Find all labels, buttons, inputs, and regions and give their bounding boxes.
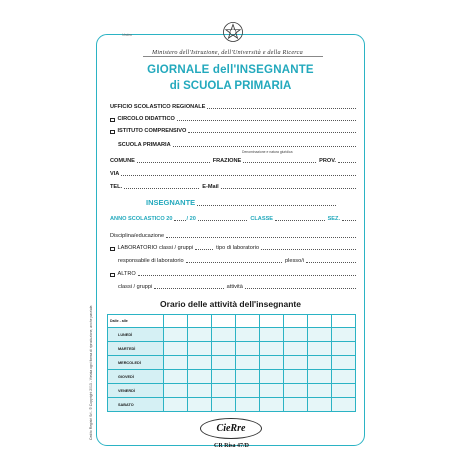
responsabile-label: responsabile di laboratorio [118,258,184,264]
laboratorio-line[interactable] [195,249,213,250]
title-line-2: di SCUOLA PRIMARIA [169,80,292,92]
ufficio-label: UFFICIO SCOLASTICO REGIONALE [110,104,206,110]
field-classi-gruppi [118,284,356,290]
scuola-line[interactable] [173,146,356,147]
product-code: CR Risa 47/D [214,443,250,449]
schedule-cell[interactable] [308,370,332,384]
prov-label: PROV. [319,158,336,164]
title-line-1: GIORNALE dell'INSEGNANTE [147,64,314,76]
sez-line[interactable] [342,220,356,221]
schedule-cell[interactable] [332,342,356,356]
anno-sep: / 20 [186,216,196,222]
schedule-title: Orario delle attività dell'insegnante [160,299,301,309]
schedule-cell[interactable] [236,356,260,370]
schedule-cell[interactable] [164,342,188,356]
via-line[interactable] [121,175,356,176]
field-insegnante [146,198,336,207]
schedule-row [108,384,356,398]
schedule-cell[interactable] [260,356,284,370]
laboratorio-checkbox[interactable] [110,247,115,252]
anno-line-1[interactable] [174,220,186,221]
email-line[interactable] [221,188,356,189]
schedule-cell[interactable] [332,398,356,412]
schedule-header-label: Dalle - alle [108,315,164,328]
schedule-header-row [108,315,356,328]
classi-gruppi-line[interactable] [154,288,223,289]
schedule-cell[interactable] [260,328,284,342]
schedule-cell[interactable] [212,328,236,342]
schedule-cell[interactable] [212,398,236,412]
classe-label: CLASSE [250,216,274,222]
schedule-cell[interactable] [308,328,332,342]
altro-checkbox[interactable] [110,273,115,278]
field-via [110,171,356,177]
schedule-cell[interactable] [188,384,212,398]
circolo-checkbox[interactable] [110,118,115,123]
schedule-day-label: MARTEDÌ [108,342,164,356]
tipo-lab-label: tipo di laboratorio [216,245,260,251]
schedule-hour-cell[interactable] [236,315,260,328]
schedule-day-label: SABATO [108,398,164,412]
denominazione-note: Denominazione e natura giuridica [242,150,293,154]
schedule-hour-cell[interactable] [260,315,284,328]
anno-line-2[interactable] [198,220,248,221]
field-circolo [110,116,356,122]
schedule-cell[interactable] [284,342,308,356]
plessoi-line[interactable] [306,262,356,263]
field-altro [110,271,356,277]
via-label: VIA [110,171,120,177]
schedule-hour-cell[interactable] [308,315,332,328]
schedule-row [108,398,356,412]
schedule-cell[interactable] [260,384,284,398]
istituto-label: ISTITUTO COMPRENSIVO [117,128,187,134]
attivita-label: attività [226,284,243,290]
schedule-cell[interactable] [236,398,260,412]
schedule-row [108,328,356,342]
schedule-cell[interactable] [284,356,308,370]
attivita-line[interactable] [245,288,356,289]
schedule-hour-cell[interactable] [284,315,308,328]
schedule-cell[interactable] [212,384,236,398]
schedule-cell[interactable] [212,370,236,384]
logo-text: CieRre [216,423,246,434]
ministry-name: Ministero dell'Istruzione, dell'Università e della Ricerca [152,49,303,56]
field-responsabile [118,258,356,264]
field-ufficio [110,104,356,110]
schedule-hour-cell[interactable] [188,315,212,328]
email-label: E-Mail [202,184,219,190]
schedule-hour-cell[interactable] [332,315,356,328]
schedule-cell[interactable] [212,342,236,356]
italian-emblem-icon [222,21,244,43]
field-istituto [110,128,356,134]
schedule-day-label: GIOVEDÌ [108,370,164,384]
field-laboratorio [110,245,356,251]
schedule-cell[interactable] [260,342,284,356]
schedule-row [108,342,356,356]
top-mark: Vedeo [122,33,132,37]
schedule-table [107,314,356,412]
schedule-row [108,370,356,384]
schedule-cell[interactable] [236,370,260,384]
schedule-cell[interactable] [284,328,308,342]
schedule-row [108,356,356,370]
schedule-cell[interactable] [308,342,332,356]
laboratorio-label: LABORATORIO classi / gruppi [117,245,194,251]
schedule-day-label: MERCOLEDÌ [108,356,164,370]
comune-line[interactable] [137,162,210,163]
schedule-cell[interactable] [212,356,236,370]
altro-line[interactable] [138,275,356,276]
schedule-cell[interactable] [164,328,188,342]
classe-line[interactable] [275,220,325,221]
tel-label: TEL. [110,184,123,190]
schedule-cell[interactable] [188,398,212,412]
schedule-cell[interactable] [308,384,332,398]
copyright-side-text: Cedito Registri Srl - © Copyright 2013 - Vietata ogni forma di riproduzione, anche parziale. [89,304,93,440]
schedule-hour-cell[interactable] [164,315,188,328]
schedule-cell[interactable] [188,328,212,342]
plessoi-label: plesso/i [285,258,304,264]
istituto-checkbox[interactable] [110,130,115,135]
circolo-line[interactable] [177,120,356,121]
comune-label: COMUNE [110,158,135,164]
schedule-cell[interactable] [308,398,332,412]
schedule-cell[interactable] [188,356,212,370]
schedule-cell[interactable] [284,398,308,412]
schedule-cell[interactable] [332,370,356,384]
scuola-label: SCUOLA PRIMARIA [118,142,171,148]
schedule-hour-cell[interactable] [212,315,236,328]
altro-label: ALTRO [117,271,136,277]
schedule-cell[interactable] [332,356,356,370]
tipo-lab-line[interactable] [261,249,356,250]
schedule-cell[interactable] [308,356,332,370]
schedule-cell[interactable] [236,328,260,342]
schedule-cell[interactable] [188,370,212,384]
field-comune-row [110,158,356,164]
insegnante-label: INSEGNANTE [146,198,196,207]
schedule-cell[interactable] [332,328,356,342]
schedule-cell[interactable] [236,384,260,398]
schedule-cell[interactable] [332,384,356,398]
field-scuola [110,142,356,148]
schedule-cell[interactable] [164,370,188,384]
disciplina-label: Disciplina/educazione [110,233,165,239]
istituto-line[interactable] [188,132,356,133]
tel-line[interactable] [124,188,199,189]
field-anno-row [110,216,356,222]
insegnante-line[interactable] [197,205,336,206]
disciplina-line[interactable] [166,237,356,238]
responsabile-line[interactable] [186,262,282,263]
sez-label: SEZ. [327,216,340,222]
schedule-cell[interactable] [164,398,188,412]
frazione-label: FRAZIONE [212,158,242,164]
field-disciplina [110,233,356,239]
classi-gruppi-label: classi / gruppi [118,284,153,290]
schedule-cell[interactable] [284,370,308,384]
field-tel-row [110,184,356,190]
anno-label: ANNO SCOLASTICO 20 [110,216,173,222]
schedule-cell[interactable] [236,342,260,356]
ministry-rule [143,56,323,57]
schedule-day-label: LUNEDÌ [108,328,164,342]
schedule-cell[interactable] [284,384,308,398]
prov-line[interactable] [338,162,356,163]
schedule-cell[interactable] [188,342,212,356]
circolo-label: CIRCOLO DIDATTICO [117,116,175,122]
schedule-cell[interactable] [260,370,284,384]
schedule-cell[interactable] [164,384,188,398]
schedule-day-label: VENERDÌ [108,384,164,398]
cierre-logo [200,418,262,439]
schedule-cell[interactable] [260,398,284,412]
frazione-line[interactable] [243,162,316,163]
ufficio-line[interactable] [207,108,356,109]
schedule-cell[interactable] [164,356,188,370]
